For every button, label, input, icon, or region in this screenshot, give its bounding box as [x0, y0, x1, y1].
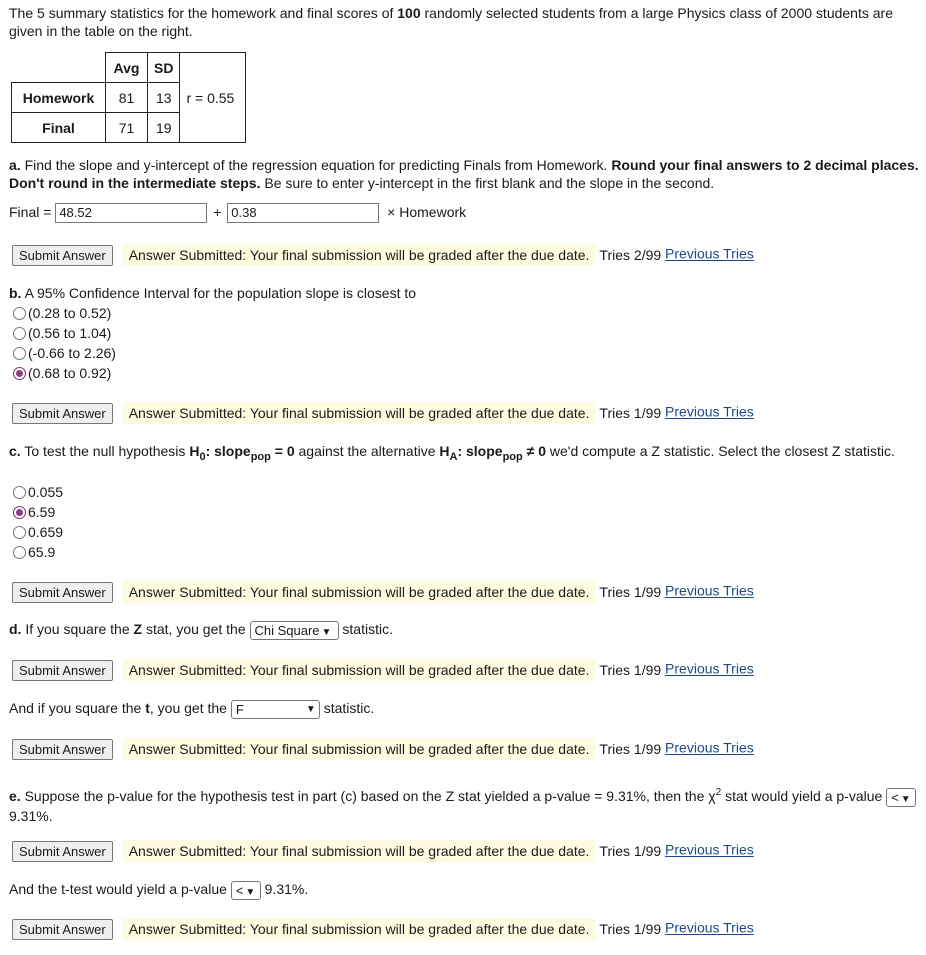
submit-row-d1: [12, 659, 754, 681]
previous-tries-link[interactable]: Previous Tries: [665, 582, 754, 599]
submit-answer-button[interactable]: Submit Answer: [12, 245, 113, 266]
submit-row-e1: [12, 840, 754, 862]
part-c-options: [13, 482, 63, 562]
submission-status: Answer Submitted: Your final submission will be graded after the due date.: [123, 244, 596, 266]
tries-count: Tries 1/99: [599, 741, 662, 757]
chevron-down-icon: ▼: [245, 886, 256, 898]
statistic-select-2[interactable]: F ▼: [231, 700, 320, 719]
radio-button-selected[interactable]: [13, 506, 26, 519]
tries-count: Tries 1/99: [599, 584, 662, 600]
previous-tries-link[interactable]: Previous Tries: [665, 245, 754, 262]
tries-count: Tries 1/99: [599, 921, 662, 937]
submit-answer-button[interactable]: Submit Answer: [12, 841, 113, 862]
previous-tries-link[interactable]: Previous Tries: [665, 739, 754, 756]
previous-tries-link[interactable]: Previous Tries: [665, 403, 754, 420]
correlation-r: r = 0.55: [180, 83, 246, 113]
submission-status: Answer Submitted: Your final submission will be graded after the due date.: [123, 581, 596, 603]
regression-equation: Final = 48.52 + 0.38 × Homework: [9, 203, 466, 223]
option-c-1[interactable]: 0.055: [13, 482, 63, 502]
submit-answer-button[interactable]: Submit Answer: [12, 403, 113, 424]
row-label-homework: Homework: [12, 83, 106, 113]
summary-stats-table: [11, 52, 246, 143]
part-d-followup: And if you square the t, you get the F ▼ statistic.: [9, 700, 375, 717]
option-b-2[interactable]: (0.56 to 1.04): [13, 323, 116, 343]
intro-text: The 5 summary statistics for the homework and final scores of 100 randomly selected students from a large Physics class of 2000 students are given in the table on the right.: [9, 5, 893, 39]
part-c-question: c. To test the null hypothesis $H_0$: slope$_{pop}$ = 0 against the alternative $H_A$: slope$_{pop}$ ≠ 0 we'd compute a Z statistic. Select the closest Z statistic.: [9, 443, 895, 463]
previous-tries-link[interactable]: Previous Tries: [665, 919, 754, 936]
option-b-4[interactable]: (0.68 to 0.92): [13, 363, 116, 383]
submit-row-a: [12, 244, 754, 266]
submit-row-e2: [12, 918, 754, 940]
option-c-4[interactable]: 65.9: [13, 542, 63, 562]
homework-sd: 13: [148, 83, 180, 113]
tries-count: Tries 1/99: [599, 405, 662, 421]
submit-row-b: [12, 402, 754, 424]
radio-button[interactable]: [13, 347, 26, 360]
tries-count: Tries 1/99: [599, 662, 662, 678]
part-d-question: d. If you square the Z stat, you get the Chi Square ▼ statistic.: [9, 620, 393, 640]
submission-status: Answer Submitted: Your final submission will be graded after the due date.: [123, 738, 596, 760]
previous-tries-link[interactable]: Previous Tries: [665, 660, 754, 677]
tries-count: Tries 1/99: [599, 843, 662, 859]
submit-answer-button[interactable]: Submit Answer: [12, 739, 113, 760]
part-a-question: a. Find the slope and y-intercept of the regression equation for predicting Finals from Homework. Round your final answers to 2 decimal places. Don't round in the intermediate steps. Be sure to enter y-intercept in the first blank and the slope in the second.: [9, 157, 919, 191]
submission-status: Answer Submitted: Your final submission will be graded after the due date.: [123, 840, 596, 862]
submit-row-c: [12, 581, 754, 603]
submit-row-d2: [12, 738, 754, 760]
radio-button[interactable]: [13, 526, 26, 539]
radio-button[interactable]: [13, 307, 26, 320]
option-c-2[interactable]: 6.59: [13, 502, 63, 522]
option-c-3[interactable]: 0.659: [13, 522, 63, 542]
submit-answer-button[interactable]: Submit Answer: [12, 919, 113, 940]
radio-button[interactable]: [13, 486, 26, 499]
slope-input[interactable]: 0.38: [227, 203, 379, 223]
submission-status: Answer Submitted: Your final submission will be graded after the due date.: [123, 402, 596, 424]
option-b-1[interactable]: (0.28 to 0.52): [13, 303, 116, 323]
chevron-down-icon: ▼: [305, 703, 316, 715]
sample-size: 100: [397, 5, 421, 21]
previous-tries-link[interactable]: Previous Tries: [665, 841, 754, 858]
submit-answer-button[interactable]: Submit Answer: [12, 582, 113, 603]
header-avg: Avg: [106, 53, 148, 83]
header-sd: SD: [148, 53, 180, 83]
table-row: [12, 113, 246, 143]
comparison-select-1[interactable]: < ▼: [886, 788, 916, 807]
chevron-down-icon: ▼: [321, 626, 332, 638]
final-avg: 71: [106, 113, 148, 143]
submit-answer-button[interactable]: Submit Answer: [12, 660, 113, 681]
homework-avg: 81: [106, 83, 148, 113]
statistic-select-1[interactable]: Chi Square ▼: [250, 621, 339, 640]
comparison-select-2[interactable]: < ▼: [231, 881, 261, 900]
radio-button[interactable]: [13, 327, 26, 340]
final-sd: 19: [148, 113, 180, 143]
radio-button[interactable]: [13, 546, 26, 559]
table-row: [12, 83, 246, 113]
part-b-question: b. A 95% Confidence Interval for the population slope is closest to: [9, 285, 417, 301]
tries-count: Tries 2/99: [599, 247, 662, 263]
row-label-final: Final: [12, 113, 106, 143]
part-e-question: e. Suppose the p-value for the hypothesis test in part (c) based on the Z stat yielded a p-value = 9.31%, then the $\chi^2$ stat would yield a p-value < ▼ 9.31%.: [9, 784, 921, 825]
intercept-input[interactable]: 48.52: [55, 203, 207, 223]
submission-status: Answer Submitted: Your final submission will be graded after the due date.: [123, 659, 596, 681]
option-b-3[interactable]: (-0.66 to 2.26): [13, 343, 116, 363]
submission-status: Answer Submitted: Your final submission will be graded after the due date.: [123, 918, 596, 940]
chevron-down-icon: ▼: [900, 793, 911, 805]
part-e-followup: And the t-test would yield a p-value < ▼ 9.31%.: [9, 880, 308, 900]
part-b-options: [13, 303, 116, 383]
radio-button-selected[interactable]: [13, 367, 26, 380]
